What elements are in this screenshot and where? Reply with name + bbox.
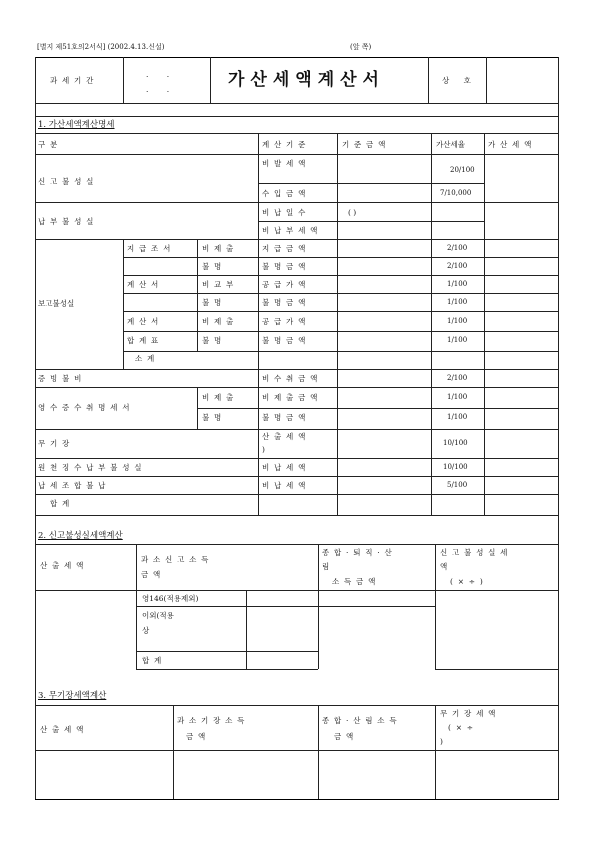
- s2-col-amount-1: 신 고 불 성 실 세: [440, 548, 509, 557]
- no-book-rate: 10/100: [443, 439, 468, 447]
- evidence-rate: 2/100: [447, 374, 468, 382]
- s3-col-tax: 산 출 세 액: [40, 725, 85, 734]
- col-rate: 가산세율: [436, 140, 465, 149]
- payment-days-paren: ( ): [348, 208, 357, 217]
- evidence-label: 증 빙 불 비: [38, 374, 83, 383]
- withholding-basis: 비 납 세 액: [262, 463, 307, 472]
- s3-col-income-1: 과 소 기 장 소 득: [177, 716, 246, 725]
- s2-row-total: 합 계: [142, 656, 163, 665]
- receipt-doc-5: 계 산 서: [127, 317, 160, 326]
- report-basis-1: 비 발 세 액: [262, 159, 307, 168]
- frame-top: [35, 57, 559, 58]
- receipt-doc-6: 합 계 표: [127, 336, 160, 345]
- receipt-basis-3: 공 급 가 액: [262, 280, 307, 289]
- receipt-confirm-basis-2: 불 명 금 액: [262, 413, 307, 422]
- report-rate-1: 20/100: [450, 166, 475, 174]
- frame-bottom: [35, 799, 559, 800]
- receipt-type-3: 비 교 부: [202, 280, 235, 289]
- period-start: . .: [146, 70, 178, 79]
- receipt-confirm-type-1: 비 제 출: [202, 393, 235, 402]
- form-title: 가산세액계산서: [228, 70, 385, 90]
- s2-col-total-1: 종 합 · 퇴 직 · 산: [322, 548, 393, 557]
- section1-title: 1. 가산세액계산명세: [38, 120, 115, 130]
- payment-basis-1: 비 납 일 수: [262, 208, 307, 217]
- s3-col-total-2: 금 액: [334, 732, 355, 741]
- receipt-type-5: 비 제 출: [202, 317, 235, 326]
- s2-col-total-2: 림: [322, 562, 331, 571]
- s3-col-amount-2: ( × ÷: [448, 723, 475, 732]
- receipt-type-6: 불 명: [202, 336, 223, 345]
- receipt-rate-3: 1/100: [447, 280, 468, 288]
- s3-col-amount-3: ): [440, 737, 445, 746]
- union-tax-label: 납 세 조 합 불 납: [38, 481, 107, 490]
- col-amount: 가 산 세 액: [488, 140, 533, 149]
- receipt-confirm-basis-1: 비 제 출 금 액: [262, 393, 319, 402]
- receipt-basis-2: 불 명 금 액: [262, 262, 307, 271]
- company-label: 상 호: [442, 76, 477, 85]
- form-number: [별지 제51호의2서식] (2002.4.13.신설): [37, 43, 165, 51]
- receipt-basis-6: 불 명 금 액: [262, 336, 307, 345]
- section3-title: 3. 무기장세액계산: [38, 691, 107, 701]
- receipt-rate-2: 2/100: [447, 262, 468, 270]
- receipt-confirm-label: 영 수 증 수 취 명 세 서: [38, 403, 131, 412]
- receipt-type-1: 비 제 출: [202, 244, 235, 253]
- receipt-failure-label: 보고불성실: [38, 299, 75, 308]
- s2-col-amount-3: ( × ÷ ): [450, 577, 484, 586]
- s2-col-income-2: 금 액: [141, 570, 162, 579]
- receipt-confirm-rate-2: 1/100: [447, 413, 468, 421]
- report-failure-label: 신 고 불 성 실: [38, 177, 95, 186]
- receipt-type-2: 불 명: [202, 262, 223, 271]
- no-book-basis-paren: ): [262, 445, 267, 454]
- receipt-doc-3: 계 산 서: [127, 280, 160, 289]
- no-book-label: 무 기 장: [38, 439, 71, 448]
- receipt-doc-1: 지 급 조 서: [127, 244, 172, 253]
- receipt-confirm-type-2: 불 명: [202, 413, 223, 422]
- s2-col-total-3: 소 득 금 액: [332, 577, 377, 586]
- union-tax-basis: 비 납 세 액: [262, 481, 307, 490]
- period-end: . .: [146, 85, 178, 94]
- withholding-label: 원 천 징 수 납 부 불 성 실: [38, 463, 143, 472]
- s2-col-income-1: 과 소 신 고 소 득: [141, 555, 210, 564]
- col-base-amount: 기 준 금 액: [342, 140, 387, 149]
- no-book-basis: 산 출 세 액: [262, 432, 307, 441]
- receipt-basis-4: 불 명 금 액: [262, 298, 307, 307]
- s2-col-tax: 산 출 세 액: [40, 561, 85, 570]
- evidence-basis: 비 수 취 금 액: [262, 374, 319, 383]
- s3-col-amount-1: 무 기 장 세 액: [440, 709, 497, 718]
- page-side: (앞 쪽): [350, 43, 372, 51]
- s2-col-amount-2: 액: [440, 562, 449, 571]
- section2-title: 2. 신고불성실세액계산: [38, 531, 123, 541]
- s3-col-income-2: 금 액: [186, 732, 207, 741]
- receipt-rate-1: 2/100: [447, 244, 468, 252]
- receipt-rate-6: 1/100: [447, 336, 468, 344]
- period-label: 과 세 기 간: [50, 76, 95, 85]
- col-category: 구 분: [38, 140, 59, 149]
- receipt-basis-1: 지 급 금 액: [262, 244, 307, 253]
- report-rate-2: 7/10,000: [440, 189, 472, 197]
- receipt-rate-4: 1/100: [447, 298, 468, 306]
- receipt-type-4: 불 명: [202, 298, 223, 307]
- s2-row-other-2: 상: [142, 626, 151, 635]
- s2-row-other-1: 이외(적용: [142, 611, 174, 620]
- payment-basis-2: 비 납 부 세 액: [262, 226, 319, 235]
- withholding-rate: 10/100: [443, 463, 468, 471]
- receipt-basis-5: 공 급 가 액: [262, 317, 307, 326]
- report-basis-2: 수 입 금 액: [262, 189, 307, 198]
- s3-col-total-1: 종 합 · 산 림 소 득: [322, 716, 398, 725]
- receipt-rate-5: 1/100: [447, 317, 468, 325]
- subtotal-label: 소 계: [135, 354, 156, 363]
- payment-failure-label: 납 부 불 성 실: [38, 217, 95, 226]
- s2-row-excluded: 영146(적용제외): [142, 594, 199, 603]
- section1-total-label: 합 계: [50, 499, 71, 508]
- union-tax-rate: 5/100: [447, 481, 468, 489]
- receipt-confirm-rate-1: 1/100: [447, 393, 468, 401]
- col-basis: 계 산 기 준: [262, 140, 307, 149]
